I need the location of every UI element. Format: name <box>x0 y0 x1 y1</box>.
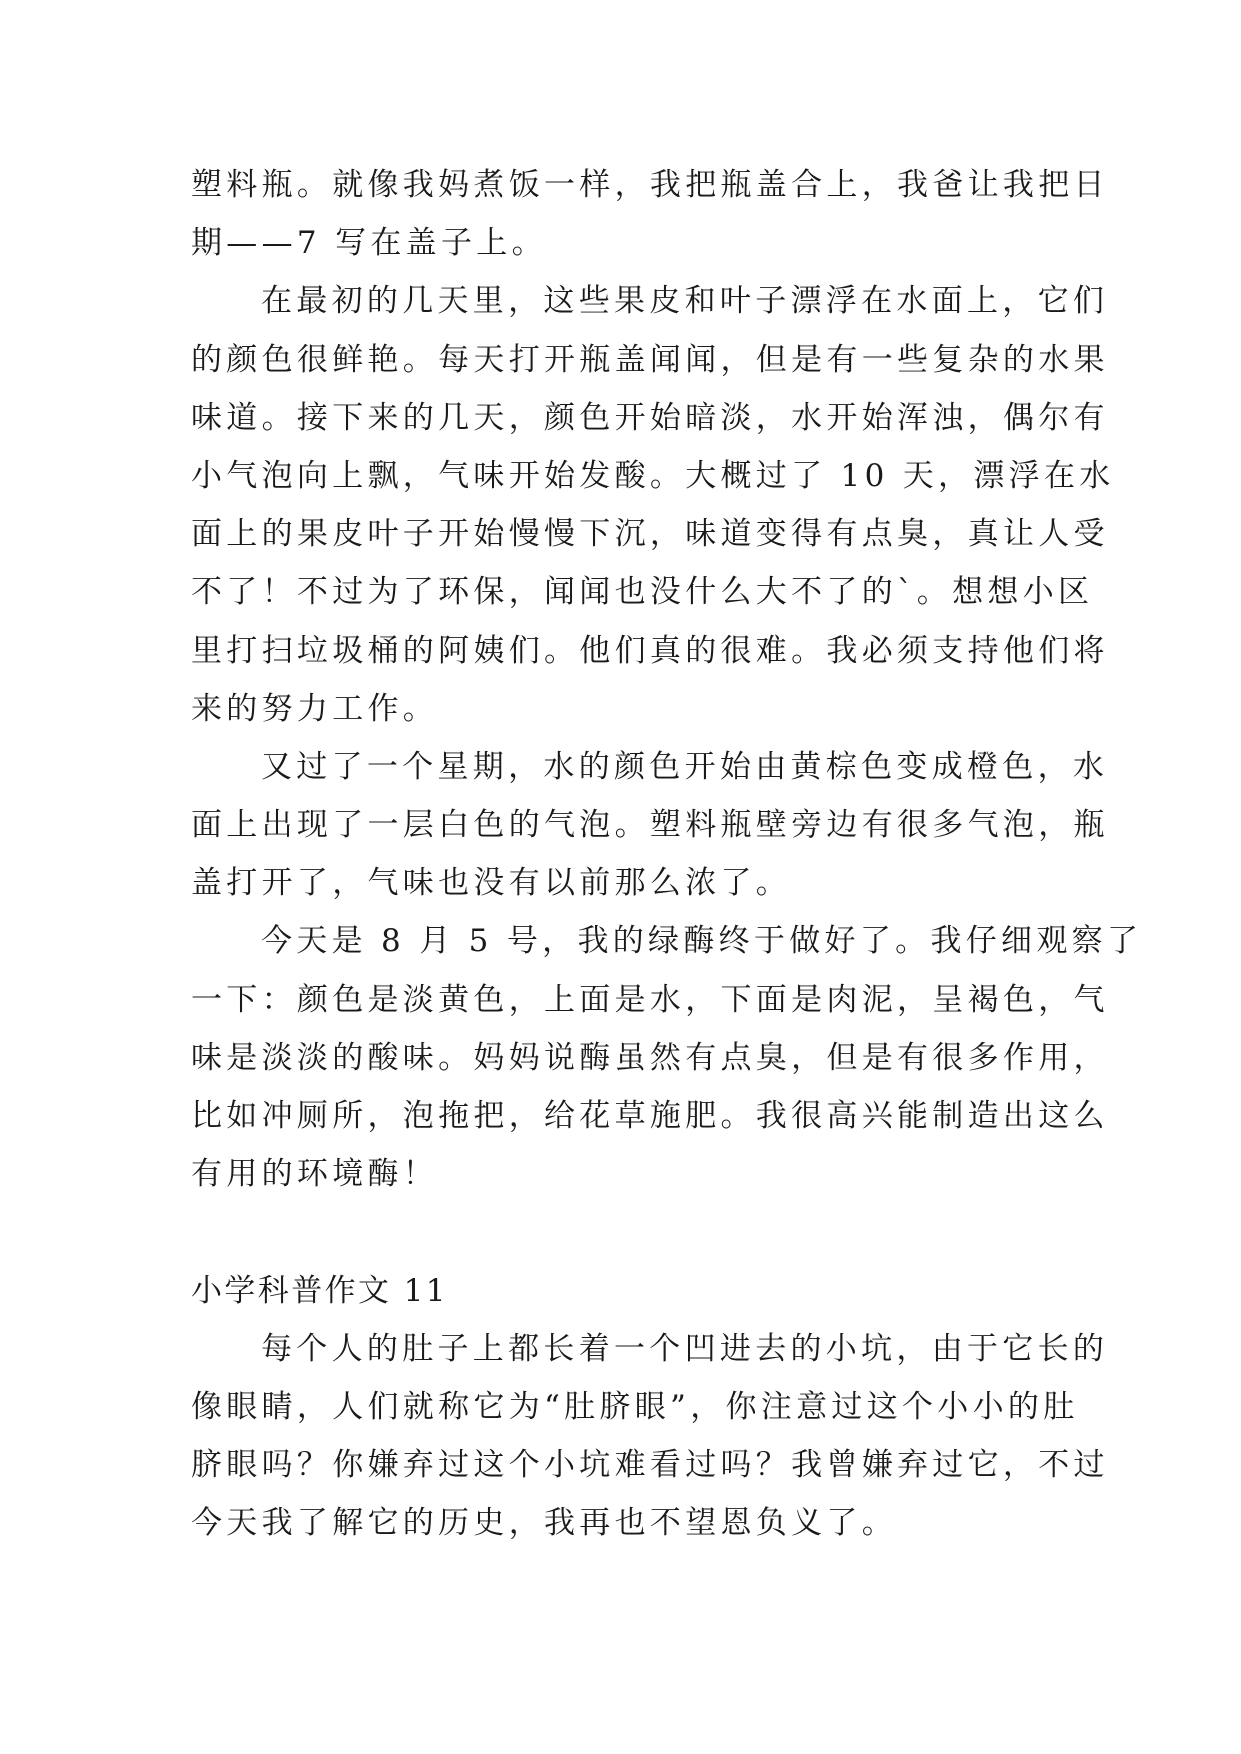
text-line: 脐眼吗？你嫌弃过这个小坑难看过吗？我曾嫌弃过它，不过 <box>191 1447 1109 1484</box>
text-line: 来的努力工作。 <box>191 690 439 727</box>
text-line: 不了！不过为了环保，闻闻也没什么大不了的`。想想小区 <box>191 574 1094 611</box>
text-line: 里打扫垃圾桶的阿姨们。他们真的很难。我必须支持他们将 <box>191 632 1109 669</box>
text-line: 像眼睛，人们就称它为“肚脐眼”，你注意过这个小小的肚 <box>191 1388 1079 1425</box>
document-body <box>191 156 1143 1553</box>
section-heading: 小学科普作文 11 <box>191 1272 448 1309</box>
text-line: 面上的果皮叶子开始慢慢下沉，味道变得有点臭，真让人受 <box>191 516 1109 553</box>
text-line: 盖打开了，气味也没有以前那么浓了。 <box>191 865 792 902</box>
text-line: 的颜色很鲜艳。每天打开瓶盖闻闻，但是有一些复杂的水果 <box>191 341 1109 378</box>
text-line: 小气泡向上飘，气味开始发酸。大概过了 10 天，漂浮在水 <box>191 457 1115 494</box>
text-line: 一下：颜色是淡黄色，上面是水，下面是肉泥，呈褐色，气 <box>191 981 1109 1018</box>
text-line: 塑料瓶。就像我妈煮饭一样，我把瓶盖合上，我爸让我把日 <box>191 167 1109 203</box>
blank-line <box>191 1203 1071 1261</box>
paragraph-start-line: 今天是 8 月 5 号，我的绿酶终于做好了。我仔细观察了 <box>261 923 1143 960</box>
text-line: 比如冲厕所，泡拖把，给花草施肥。我很高兴能制造出这么 <box>191 1098 1109 1134</box>
paragraph-start-line: 每个人的肚子上都长着一个凹进去的小坑，由于它长的 <box>261 1330 1109 1367</box>
text-line: 面上出现了一层白色的气泡。塑料瓶壁旁边有很多气泡，瓶 <box>191 807 1109 844</box>
paragraph-start-line: 在最初的几天里，这些果皮和叶子漂浮在水面上，它们 <box>261 283 1109 320</box>
text-line: 有用的环境酶！ <box>191 1156 439 1193</box>
paragraph-start-line: 又过了一个星期，水的颜色开始由黄棕色变成橙色，水 <box>261 748 1109 785</box>
text-line: 味道。接下来的几天，颜色开始暗淡，水开始浑浊，偶尔有 <box>191 399 1109 436</box>
text-line: 今天我了解它的历史，我再也不望恩负义了。 <box>191 1505 897 1542</box>
text-line: 味是淡淡的酸味。妈妈说酶虽然有点臭，但是有很多作用， <box>191 1039 1109 1076</box>
text-line: 期——7 写在盖子上。 <box>191 225 547 262</box>
